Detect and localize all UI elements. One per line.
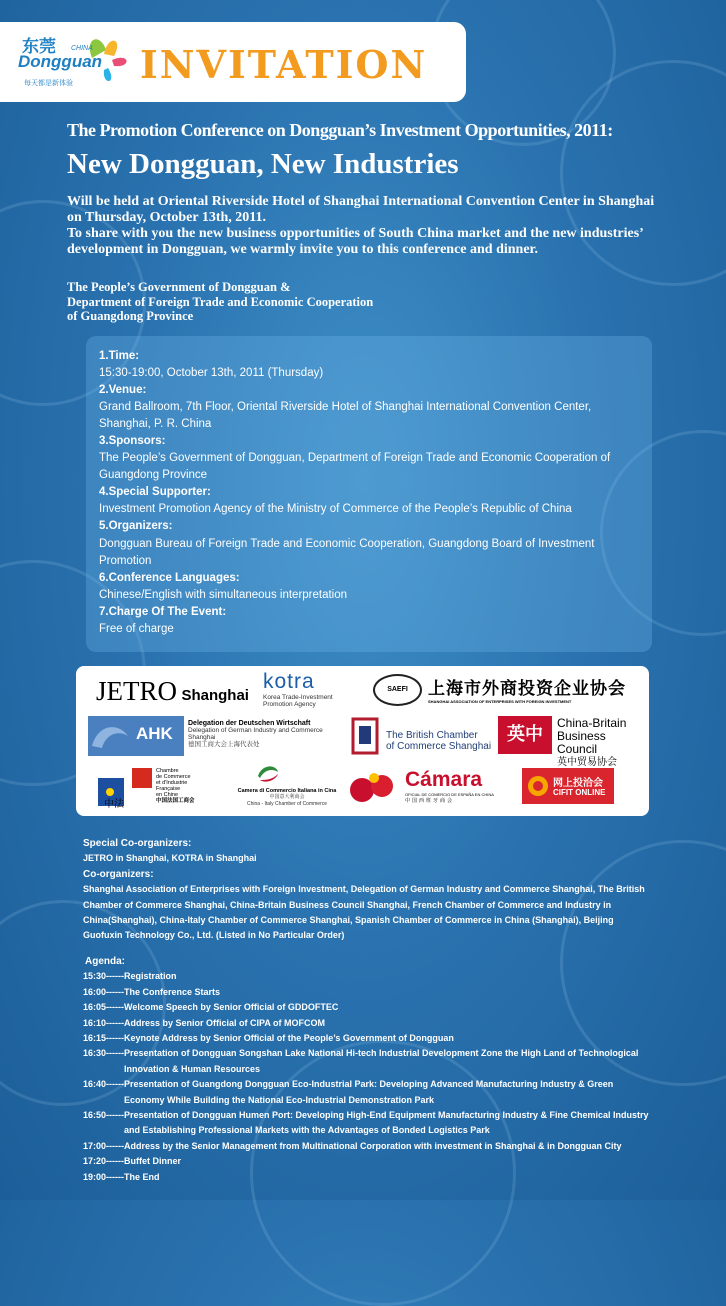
french-line: Chambre: [156, 768, 179, 774]
agenda-time: 17:20------: [83, 1156, 125, 1167]
camara-subtitle: OFICIAL DE COMERCIO DE ESPAÑA EN CHINA: [405, 792, 494, 797]
ahk-line: 德国工商大会上海代表处: [188, 740, 260, 748]
camara-emblem: [348, 770, 400, 804]
host-line: Department of Foreign Trade and Economic Cooperation: [67, 294, 374, 309]
cifit-english: CIFIT ONLINE: [553, 788, 606, 797]
agenda-time: 16:30------: [83, 1048, 125, 1059]
detail-value: Chinese/English with simultaneous interpretation: [99, 588, 348, 601]
special-coorganizers-label: Special Co-organizers:: [83, 838, 192, 849]
cbbc-line: China-Britain: [557, 716, 627, 730]
logo-english-text: Dongguan: [18, 52, 103, 71]
ahk-line: Delegation of German Industry and Commerce: [188, 727, 323, 734]
agenda-time: 16:05------: [83, 1002, 125, 1013]
agenda-desc: Welcome Speech by Senior Official of GDDOFTEC: [124, 1002, 339, 1013]
agenda-item: [83, 1170, 653, 1185]
cifit-icon: [526, 774, 550, 798]
kotra-logo: [263, 670, 333, 708]
kotra-subtitle: Promotion Agency: [263, 701, 316, 708]
british-chamber-logo: [386, 730, 491, 752]
detail-value: Investment Promotion Agency of the Ministry of Commerce of the People’s Republic of China: [99, 503, 572, 516]
logo-chinese-text: 东莞: [22, 37, 56, 57]
agenda-time: 16:15------: [83, 1033, 125, 1044]
agenda-desc: Registration: [124, 971, 177, 982]
agenda-desc: Keynote Address by Senior Official of the People’s Government of Dongguan: [124, 1033, 454, 1044]
invitation-header: [0, 22, 466, 102]
host-signature: [67, 280, 373, 324]
detail-label: 2.Venue:: [99, 384, 147, 397]
french-chamber-logo: [156, 768, 195, 804]
italy-line: China - Italy Chamber of Commerce: [246, 801, 328, 807]
agenda-item: [83, 1077, 653, 1108]
french-chamber-chars: 中法: [104, 799, 124, 810]
cbbc-logo: [557, 717, 649, 769]
agenda-item: [83, 985, 653, 1000]
cbbc-line: Business Council: [557, 729, 606, 756]
conference-subtitle: The Promotion Conference on Dongguan’s Investment Opportunities, 2011:: [67, 120, 613, 140]
agenda-desc: Presentation of Dongguan Humen Port: Developing High-End Equipment Manufacturing Industry & Fine Chemical Industry and Establishing Professional Markets with the Advantages of Bonded Logistics Park: [124, 1110, 649, 1136]
host-line: of Guangdong Province: [67, 309, 194, 323]
agenda-desc: Address by the Senior Management from Multinational Corporation with investment in Shanghai & in Dongguan City: [124, 1140, 622, 1151]
jetro-logo: [96, 676, 249, 707]
coorganizers-label: Co-organizers:: [83, 868, 154, 880]
agenda-time: 16:00------: [83, 986, 125, 997]
logo-slogan: 每天都是新体验: [24, 79, 73, 87]
sasfie-english-name: SHANGHAI ASSOCIATION OF ENTERPRISES WITH FOREIGN INVESTMENT: [428, 699, 572, 704]
ahk-logo-text: [188, 720, 348, 748]
sasfie-chinese-name: 上海市外商投资企业协会: [428, 679, 626, 699]
detail-label: 7.Charge Of The Event:: [99, 605, 227, 618]
jetro-wordmark: JETRO: [96, 676, 177, 706]
sasfie-badge: SAEFI: [373, 674, 422, 706]
detail-value: Dongguan Bureau of Foreign Trade and Economic Cooperation, Guangdong Board of Investment Promotion: [99, 537, 595, 567]
ahk-dragon-mark: [88, 716, 184, 756]
camara-wordmark: Cámara: [405, 768, 483, 791]
italy-chamber-emblem: [256, 764, 276, 784]
jetro-city: Shanghai: [181, 687, 249, 704]
agenda-desc: Buffet Dinner: [124, 1156, 182, 1167]
agenda-time: 19:00------: [83, 1171, 125, 1182]
agenda-item: [83, 1046, 653, 1077]
agenda-item: [83, 1000, 653, 1015]
sasfie-logo: [428, 674, 633, 704]
cifit-logo: [522, 768, 614, 804]
ahk-line: Delegation der Deutschen Wirtschaft: [188, 720, 311, 727]
agenda-time: 16:10------: [83, 1017, 125, 1028]
agenda-desc: The End: [124, 1171, 160, 1182]
agenda-item: [83, 1139, 653, 1154]
camara-logo: [405, 768, 494, 804]
french-line: 中国法国工商会: [156, 798, 195, 804]
agenda-time: 15:30------: [83, 971, 125, 982]
host-line: The People’s Government of Dongguan &: [67, 280, 291, 294]
french-line: et d'Industrie: [156, 780, 188, 786]
event-details-panel: [86, 336, 652, 652]
ahk-wordmark: AHK: [136, 724, 173, 743]
british-chamber-line: The British Chamber: [386, 730, 478, 741]
italy-emblem-icon: [256, 764, 280, 784]
italy-line: 中国意大利商会: [269, 794, 305, 800]
detail-label: 6.Conference Languages:: [99, 571, 240, 584]
agenda-item: [83, 969, 653, 984]
italy-line: Camera di Commercio Italiana in Cina: [237, 788, 337, 794]
agenda-time: 17:00------: [83, 1140, 125, 1151]
camara-chinese: 中国西班牙商会: [405, 798, 455, 804]
french-chamber-mark: [98, 768, 152, 808]
special-coorganizers-value: JETRO in Shanghai, KOTRA in Shanghai: [83, 853, 257, 864]
coorganizers-value: Shanghai Association of Enterprises with Foreign Investment, Delegation of German Industry and Commerce Shanghai, The British Chamber of Commerce Shanghai, China-Britain Business Council Shanghai, French Chamber of Commerce and Industry in China(Shanghai), China-Italy Chamber of Commerce Shanghai, Spanish Chamber of Commerce in China (Shanghai), Beijing Guofuxin Technology Co., Ltd. (Listed in No Particular Order): [83, 884, 645, 941]
kotra-subtitle: Korea Trade-Investment: [263, 694, 333, 701]
cbbc-mark: 英中: [498, 716, 552, 754]
dongguan-logo: [14, 28, 132, 96]
agenda-item: [83, 1016, 653, 1031]
cbbc-line: 英中贸易协会: [557, 757, 617, 768]
detail-value: Free of charge: [99, 622, 174, 635]
kotra-wordmark: kotra: [263, 670, 315, 693]
agenda-label: Agenda:: [85, 956, 125, 967]
logo-china-text: CHINA: [71, 45, 93, 52]
organizer-logos-panel: [76, 666, 649, 816]
french-line: en Chine: [156, 792, 179, 798]
detail-label: 3.Sponsors:: [99, 435, 166, 448]
dragon-icon: [88, 716, 136, 756]
agenda-time: 16:50------: [83, 1110, 125, 1121]
agenda-desc: Presentation of Guangdong Dongguan Eco-Industrial Park: Developing Advanced Manufacturing Industry & Green Economy While Building the National Eco-Industrial Demonstration Park: [124, 1079, 614, 1105]
agenda-desc: Presentation of Dongguan Songshan Lake National Hi-tech Industrial Development Zone the High Land of Technological Innovation & Human Resources: [124, 1048, 639, 1074]
cifit-chinese: 网上投洽会: [553, 778, 603, 789]
camara-emblem-icon: [348, 770, 400, 804]
coorganizers-section: [83, 836, 653, 944]
agenda-item: [83, 1031, 653, 1046]
detail-label: 1.Time:: [99, 350, 140, 362]
detail-label: 5.Organizers:: [99, 520, 173, 533]
detail-value: Grand Ballroom, 7th Floor, Oriental Riverside Hotel of Shanghai International Convention Center, Shanghai, P. R. China: [99, 401, 592, 431]
british-chamber-emblem: [350, 716, 380, 756]
french-line: Française: [156, 786, 181, 792]
british-chamber-line: of Commerce Shanghai: [386, 741, 492, 752]
intro-paragraph: To share with you the new business opportunities of South China market and the new industries’ development in Dongguan, we warmly invite you to this conference and dinner.: [67, 226, 643, 257]
agenda-time: 16:40------: [83, 1079, 125, 1090]
agenda-item: [83, 1154, 653, 1169]
agenda-section: [83, 954, 653, 1185]
intro-paragraph: Will be held at Oriental Riverside Hotel of Shanghai International Convention Center in Shanghai on Thursday, October 13th, 2011.: [67, 194, 655, 225]
invitation-title: INVITATION: [140, 42, 428, 87]
chamber-emblem-icon: [350, 716, 380, 756]
french-line: de Commerce: [156, 774, 191, 780]
detail-label: 4.Special Supporter:: [99, 486, 211, 499]
agenda-desc: The Conference Starts: [124, 986, 221, 997]
conference-headline: New Dongguan, New Industries: [67, 148, 459, 180]
invitation-intro: [67, 194, 667, 258]
agenda-item: [83, 1108, 653, 1139]
agenda-desc: Address by Senior Official of CIPA of MOFCOM: [124, 1017, 326, 1028]
italy-chamber-logo: [222, 788, 352, 808]
ahk-line: Shanghai: [188, 734, 216, 741]
detail-value: 15:30-19:00, October 13th, 2011 (Thursday): [99, 367, 324, 380]
detail-value: The People’s Government of Dongguan, Department of Foreign Trade and Economic Cooperation of Guangdong Province: [99, 452, 611, 482]
